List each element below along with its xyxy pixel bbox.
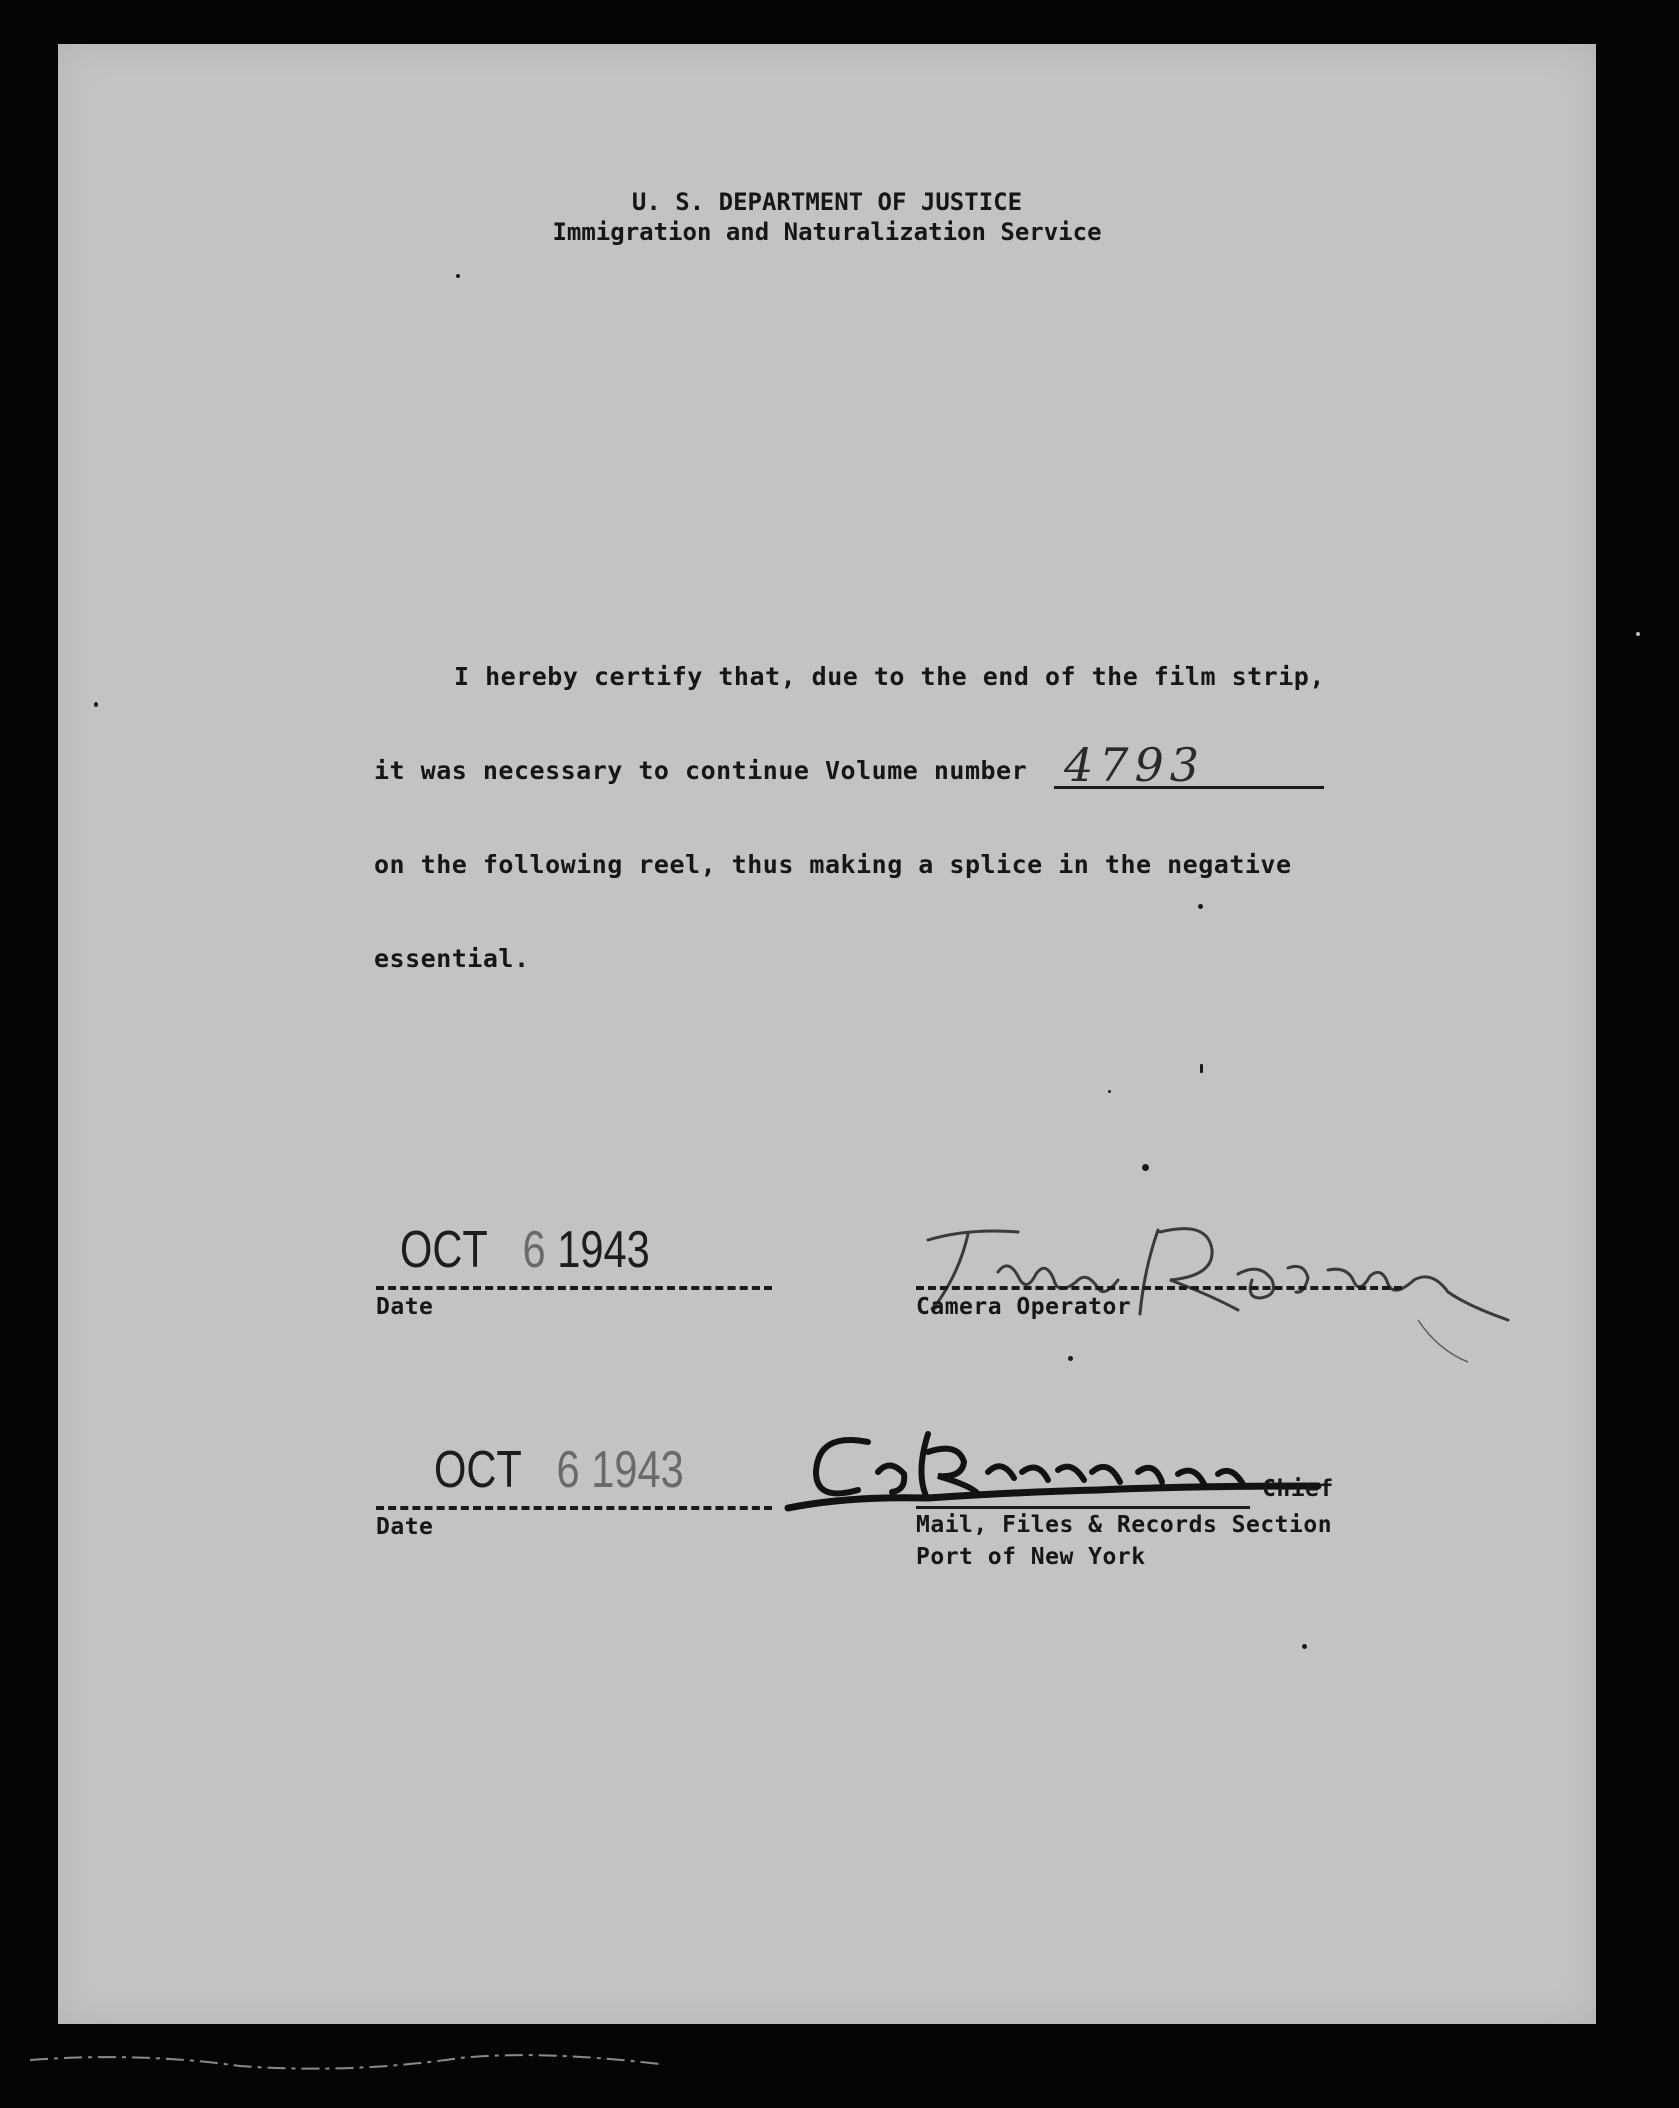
date-label-2: Date [376, 1514, 434, 1540]
dust-speck [1200, 1064, 1203, 1073]
document-sheet [58, 44, 1596, 2024]
camera-operator-line [916, 1286, 1402, 1290]
camera-operator-label: Camera Operator [916, 1294, 1132, 1320]
date-stamp-2-day: 6 [556, 1441, 580, 1499]
dust-speck [1302, 1644, 1307, 1649]
date-line-1 [376, 1286, 772, 1290]
chief-signature-line [916, 1506, 1250, 1509]
dust-speck [1108, 1090, 1111, 1093]
dust-speck [456, 274, 460, 278]
dust-speck [1142, 1164, 1149, 1171]
date-stamp-2-month: OCT [434, 1441, 522, 1499]
date-stamp-1-month: OCT [400, 1221, 488, 1279]
volume-number-underline [1054, 786, 1324, 789]
dust-speck [1068, 1356, 1073, 1361]
date-stamp-2-year: 1943 [591, 1441, 684, 1499]
edge-speck [1636, 632, 1640, 636]
certification-line-3: on the following reel, thus making a splice in the negative [374, 850, 1292, 879]
certification-line-2: it was necessary to continue Volume number [374, 756, 1028, 785]
dust-speck [1198, 904, 1203, 909]
chief-section-label: Mail, Files & Records Section [916, 1512, 1333, 1538]
agency-title: U. S. DEPARTMENT OF JUSTICE [631, 188, 1023, 216]
film-edge-debris [20, 2030, 720, 2090]
date-stamp-1 [400, 1220, 650, 1280]
chief-port-label: Port of New York [916, 1544, 1146, 1570]
certification-line-1: I hereby certify that, due to the end of the film strip, [454, 662, 1325, 691]
chief-title: Chief [1262, 1476, 1334, 1502]
agency-subtitle: Immigration and Naturalization Service [552, 218, 1102, 246]
date-stamp-1-year: 1943 [557, 1221, 650, 1279]
volume-number: 4793 [1064, 738, 1206, 792]
date-stamp-1-day: 6 [522, 1221, 546, 1279]
date-label-1: Date [376, 1294, 434, 1320]
date-line-2 [376, 1506, 772, 1510]
edge-speck [94, 702, 98, 707]
certification-line-4: essential. [374, 944, 530, 973]
date-stamp-2 [434, 1440, 684, 1500]
